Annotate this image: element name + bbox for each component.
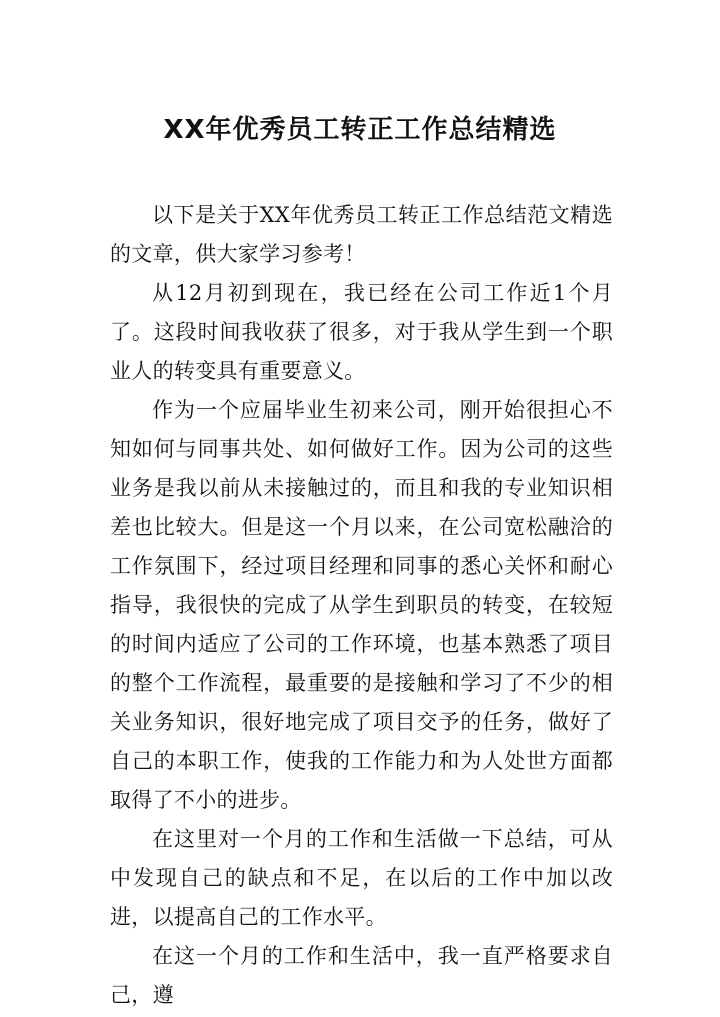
paragraph-intro: 以下是关于XX年优秀员工转正工作总结范文精选的文章，供大家学习参考！ <box>110 203 613 266</box>
paragraph-self-requirement: 在这一个月的工作和生活中，我一直严格要求自己，遵 <box>110 944 613 1007</box>
paragraph-experience: 作为一个应届毕业生初来公司，刚开始很担心不知如何与同事共处、如何做好工作。因为公司的这些业务是我以前从未接触过的，而且和我的专业知识相差也比较大。但是这一个月以来，在公司宽松融洽的工作氛围下，经过项目经理和同事的悉心关怀和耐心指导，我很快的完成了从学生到职员的转变，在较短的时间内适应了公司的工作环境，也基本熟悉了项目的整个工作流程，最重要的是接触和学习了不少的相关业务知识，很好地完成了项目交予的任务，做好了自己的本职工作，使我的工作能力和为人处世方面都取得了不小的进步。 <box>110 398 613 812</box>
paragraph-duration: 从12月初到现在，我已经在公司工作近1个月了。这段时间我收获了很多，对于我从学生到一个职业人的转变具有重要意义。 <box>110 281 613 383</box>
paragraph-summary-purpose: 在这里对一个月的工作和生活做一下总结，可从中发现自己的缺点和不足，在以后的工作中加以改进，以提高自己的工作水平。 <box>110 827 613 929</box>
document-body <box>110 196 613 1015</box>
document-title: XX年优秀员工转正工作总结精选 <box>163 115 557 145</box>
